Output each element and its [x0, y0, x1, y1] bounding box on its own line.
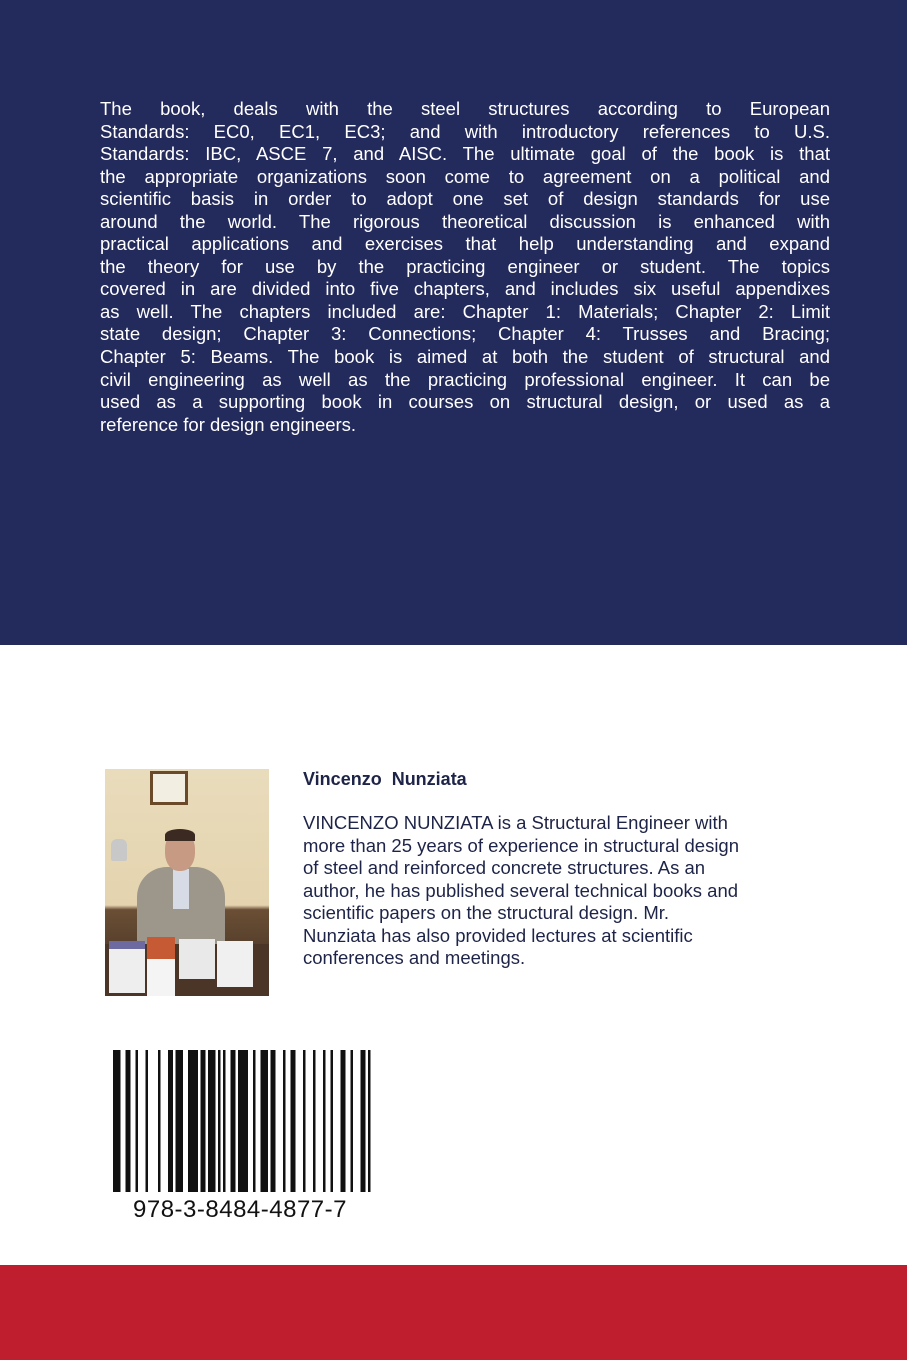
barcode-bar: [361, 1050, 366, 1192]
bio-line: of steel and reinforced concrete structures. As an: [303, 857, 706, 878]
barcode-bar: [176, 1050, 184, 1192]
barcode-bar: [283, 1050, 286, 1192]
barcode-bar: [188, 1050, 198, 1192]
description-line: reference for design engineers.: [100, 413, 357, 435]
isbn-barcode: [113, 1050, 381, 1192]
bio-line: conferences and meetings.: [303, 947, 526, 968]
barcode-bar: [113, 1050, 121, 1192]
barcode-bar: [223, 1050, 226, 1192]
author-photo: [105, 769, 269, 996]
book-stack: [179, 939, 215, 979]
bottom-color-band: [0, 1265, 907, 1360]
book-stack: [109, 941, 145, 993]
barcode-bar: [146, 1050, 149, 1192]
barcode-bar: [231, 1050, 236, 1192]
barcode-bar: [201, 1050, 206, 1192]
description-line: Chapter 5: Beams. The book is aimed at both the student of structural and: [100, 346, 830, 368]
barcode-bar: [313, 1050, 316, 1192]
description-line: the theory for use by the practicing engineer or student. The topics: [100, 255, 830, 277]
description-line: around the world. The rigorous theoretical discussion is enhanced with: [100, 210, 830, 232]
bio-line: author, he has published several technical books and: [303, 879, 739, 901]
barcode-bar: [271, 1050, 276, 1192]
author-shirt: [173, 869, 189, 909]
description-line: The book, deals with the steel structures according to European: [100, 98, 830, 119]
barcode-bar: [368, 1050, 371, 1192]
barcode-bar: [291, 1050, 296, 1192]
bio-line: scientific papers on the structural design. Mr.: [303, 902, 670, 923]
isbn-number: 978-3-8484-4877-7: [133, 1196, 347, 1223]
barcode-bar: [126, 1050, 131, 1192]
barcode-bar: [351, 1050, 354, 1192]
bio-line: Nunziata has also provided lectures at scientific: [303, 924, 693, 946]
barcode-bar: [208, 1050, 216, 1192]
book-stack: [217, 941, 253, 987]
barcode-bar: [331, 1050, 334, 1192]
barcode-bar: [253, 1050, 256, 1192]
description-line: the appropriate organizations soon come to agreement on a political and: [100, 165, 830, 187]
description-line: state design; Chapter 3: Connections; Chapter 4: Trusses and Bracing;: [100, 323, 830, 345]
bio-line: VINCENZO NUNZIATA is a Structural Engineer with: [303, 812, 728, 833]
description-line: Standards: IBC, ASCE 7, and AISC. The ultimate goal of the book is that: [100, 143, 830, 165]
description-line: practical applications and exercises that help understanding and expand: [100, 233, 830, 255]
wall-frame: [150, 771, 188, 805]
barcode-bar: [238, 1050, 248, 1192]
barcode-bar: [218, 1050, 221, 1192]
barcode-bar: [261, 1050, 269, 1192]
description-line: used as a supporting book in courses on structural design, or used as a: [100, 391, 830, 413]
bio-line: more than 25 years of experience in structural design: [303, 834, 740, 856]
barcode-bar: [136, 1050, 139, 1192]
book-description: [100, 98, 830, 436]
description-line: as well. The chapters included are: Chapter 1: Materials; Chapter 2: Limit: [100, 300, 830, 322]
barcode-bar: [303, 1050, 306, 1192]
description-line: Standards: EC0, EC1, EC3; and with introductory references to U.S.: [100, 120, 830, 142]
description-line: covered in are divided into five chapters, and includes six useful appendixes: [100, 278, 830, 300]
top-color-band: [0, 0, 907, 645]
barcode-bar: [158, 1050, 161, 1192]
desk-lamp: [111, 839, 127, 861]
description-line: civil engineering as well as the practicing professional engineer. It can be: [100, 368, 830, 390]
author-hair: [165, 829, 195, 841]
barcode-bar: [168, 1050, 173, 1192]
book-stack: [147, 937, 175, 996]
author-bio: [303, 812, 843, 970]
author-name: Vincenzo Nunziata: [303, 769, 467, 789]
barcode-bar: [341, 1050, 346, 1192]
description-line: scientific basis in order to adopt one set of design standards for use: [100, 188, 830, 210]
barcode-bar: [323, 1050, 326, 1192]
